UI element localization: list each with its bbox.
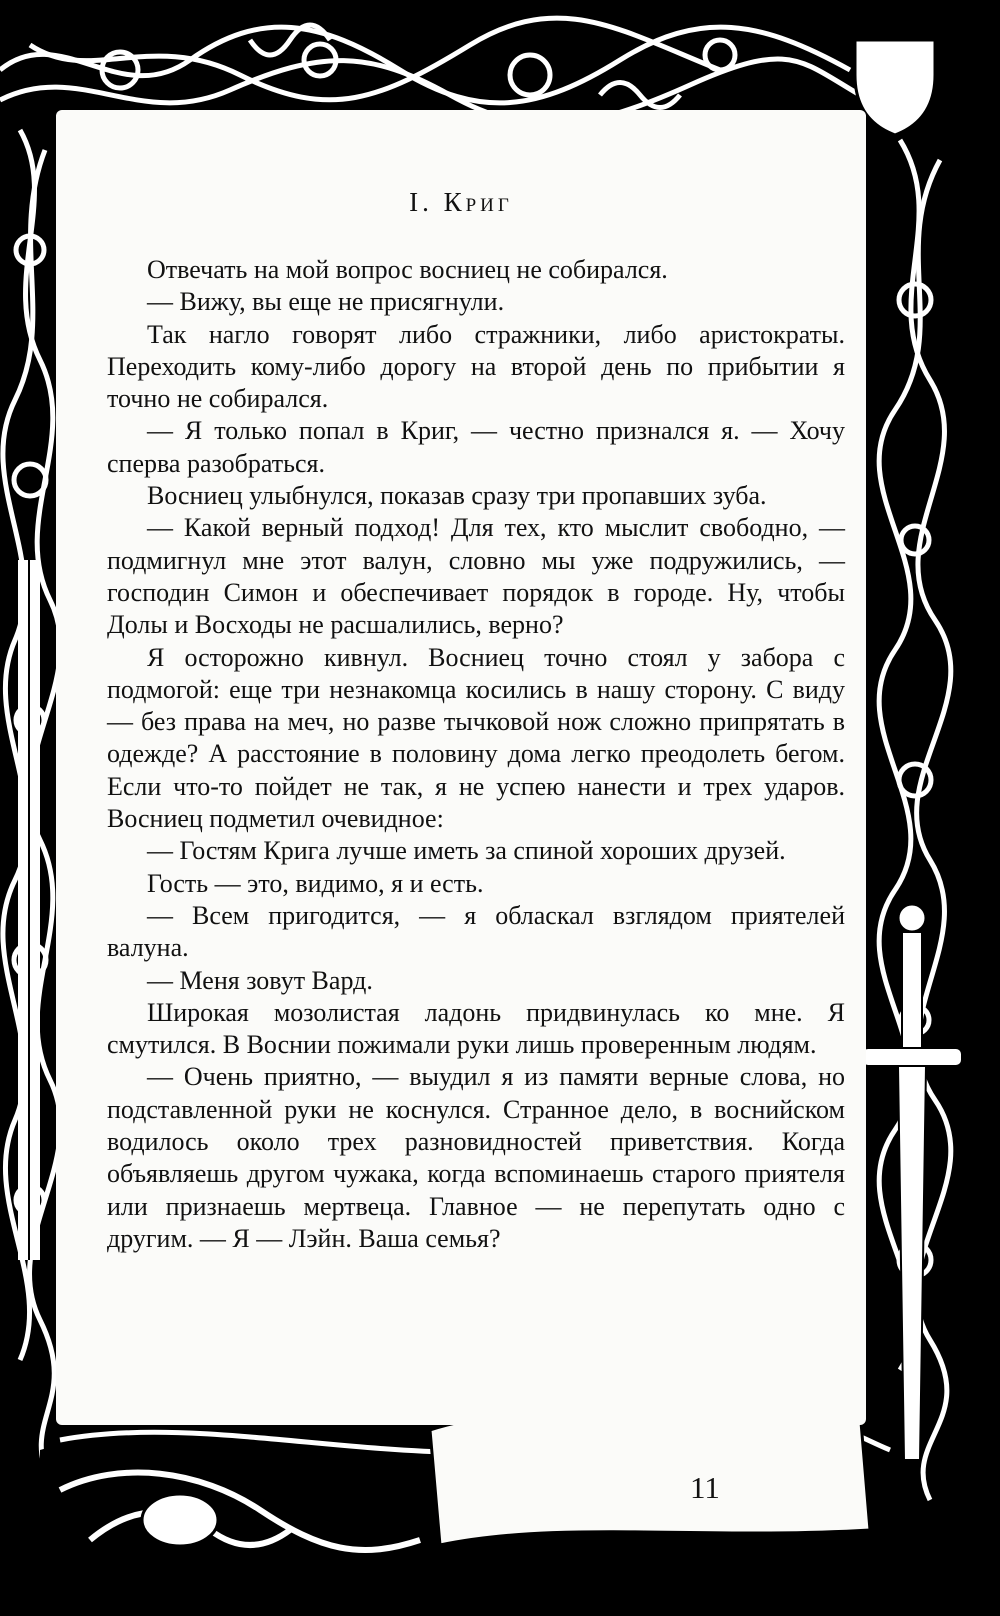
- chapter-title: I. Криг: [409, 187, 513, 217]
- bottom-scroll-ornament: [40, 1410, 900, 1616]
- paragraph: — Всем пригодится, — я обласкал взглядом приятелей валуна.: [107, 900, 845, 963]
- helmet-icon: [142, 1494, 218, 1546]
- body-text: [107, 254, 845, 1255]
- paragraph: — Какой верный подход! Для тех, кто мыслит свободно, — подмигнул мне этот валун, словно мы уже подружились, — господин Симон и обеспечивает порядок в городе. Ну, чтобы Долы и Восходы не расшалились, верно?: [107, 513, 845, 640]
- paragraph: Широкая мозолистая ладонь придвинулась ко мне. Я смутился. В Воснии пожимали руки лишь проверенным людям.: [107, 997, 845, 1060]
- paragraph: — Гостям Крига лучше иметь за спиной хороших друзей.: [147, 836, 786, 866]
- paragraph: Восниец улыбнулся, показав сразу три пропавших зуба.: [147, 481, 767, 511]
- left-sword-icon: [18, 560, 40, 1260]
- paragraph: Так нагло говорят либо стражники, либо аристократы. Переходить кому-либо дорогу на второй день по прибытии я точно не собирался.: [107, 319, 845, 414]
- paragraph: — Я только попал в Криг, — честно признался я. — Хочу сперва разобраться.: [107, 416, 845, 478]
- paragraph: — Вижу, вы еще не присягнули.: [147, 287, 505, 317]
- paragraph: — Очень приятно, — выудил я из памяти верные слова, но подставленной руки не коснулся. Странное дело, в воснийском водилось около трех разновидностей приветствия. Когда объявляешь другом чужака, когда вспоминаешь старого приятеля или признаешь мертвеца. Главное — не перепутать одно с другим. — Я — Лэйн. Ваша семья?: [107, 1062, 845, 1253]
- page-number: 11: [690, 1470, 720, 1505]
- paragraph: — Меня зовут Вард.: [147, 965, 373, 995]
- paragraph: Я осторожно кивнул. Восниец точно стоял у забора с подмогой: еще три незнакомца косились в нашу сторону. С виду — без права на меч, но разве тычковой нож сложно припрятать в одежде? А расстояние в половину дома легко преодолеть бегом. Если что-то пойдет не так, я не успею нанести и трех ударов. Восниец подметил очевидное:: [107, 642, 845, 834]
- paragraph: Отвечать на мой вопрос восниец не собирался.: [147, 255, 668, 284]
- paragraph: Гость — это, видимо, я и есть.: [147, 868, 484, 898]
